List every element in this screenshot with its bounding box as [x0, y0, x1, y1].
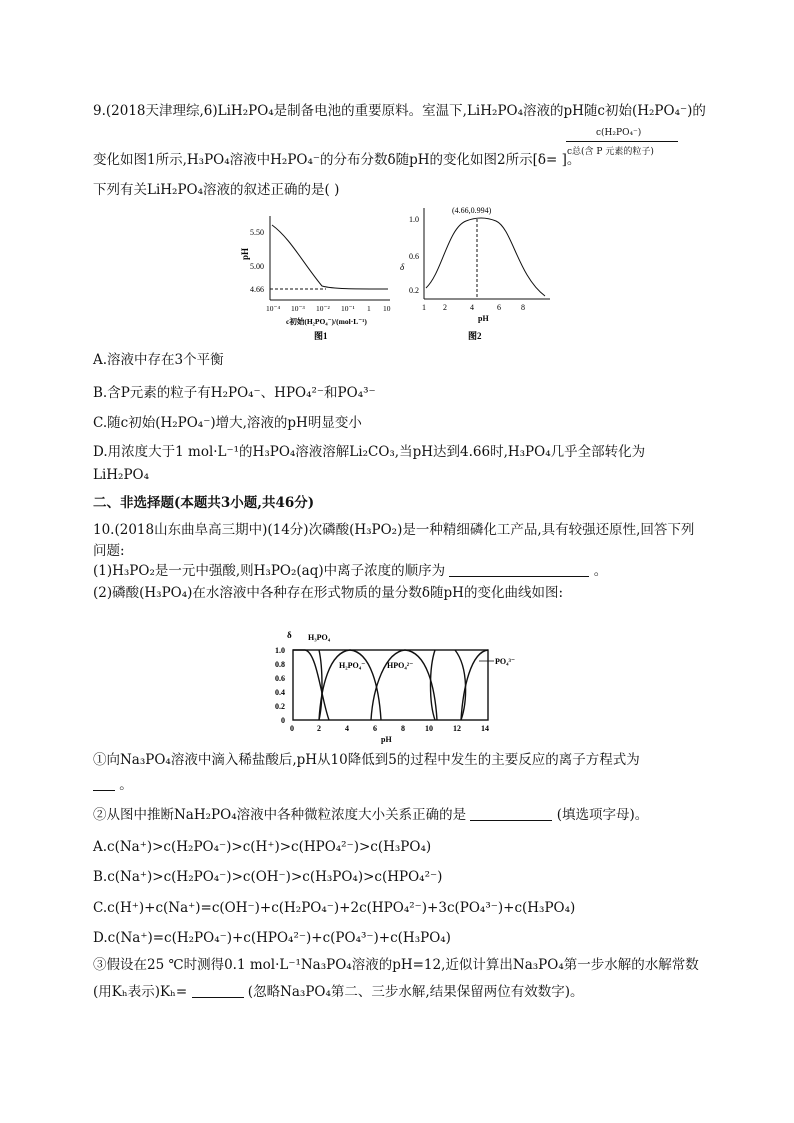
fig1-xtick: 10 — [383, 304, 391, 313]
fig3-xtick: 10 — [425, 724, 433, 733]
fig2-caption: 图2 — [468, 331, 482, 341]
fig1-xlabel: c初始(H₂PO₄⁻)/(mol·L⁻¹) — [286, 317, 367, 326]
q10-sub3-end: (忽略Na₃PO₄第二、三步水解,结果保留两位有效数字)。 — [247, 984, 584, 1000]
fig3-species-label: HPO₄²⁻ — [387, 661, 414, 670]
q10-sub2-text: ②从图中推断NaH₂PO₄溶液中各种微粒浓度大小关系正确的是 — [93, 807, 467, 823]
figure-2 — [400, 198, 560, 343]
fig3-ytick: 0.6 — [275, 674, 285, 683]
q9-line2: 变化如图1所示,H₃PO₄溶液中H₂PO₄⁻的分布分数δ随pH的变化如图2所示[δ= ]。 — [93, 152, 581, 168]
fig2-curve — [426, 218, 545, 296]
fig3-ytick: 0.2 — [275, 702, 285, 711]
figure-1 — [238, 208, 403, 343]
fig2-xtick: 1 — [422, 303, 426, 312]
q10-line1: 10.(2018山东曲阜高三期中)(14分)次磷酸(H₃PO₂)是一种精细磷化工产品,具有较强还原性,回答下列 — [93, 522, 695, 538]
q10-option-c: C.c(H⁺)+c(Na⁺)=c(OH⁻)+c(H₂PO₄⁻)+2c(HPO₄²⁻)+3c(PO₄³⁻)+c(H₃PO₄) — [93, 900, 576, 916]
q10-line2: 问题: — [93, 543, 125, 559]
fig1-xtick: 10⁻⁴ — [266, 304, 281, 313]
q10-sub3-text: (用Kₕ表示)Kₕ= — [93, 984, 188, 1000]
fig1-ytick: 4.66 — [250, 285, 264, 294]
fig3-xtick: 14 — [481, 724, 489, 733]
fig2-xtick: 6 — [497, 303, 501, 312]
fig1-ylabel: pH — [240, 247, 250, 260]
fig3-xtick: 12 — [453, 724, 461, 733]
fig3-po4-left-arc — [455, 650, 466, 720]
q10-option-b: B.c(Na⁺)>c(H₂PO₄⁻)>c(OH⁻)>c(H₃PO₄)>c(HPO₄²⁻) — [93, 869, 443, 885]
q10-option-d: D.c(Na⁺)=c(H₂PO₄⁻)+c(HPO₄²⁻)+c(PO₄³⁻)+c(H₃PO₄) — [93, 930, 451, 946]
fig2-ytick: 0.6 — [409, 252, 419, 261]
q10-option-a: A.c(Na⁺)>c(H₂PO₄⁻)>c(H⁺)>c(HPO₄²⁻)>c(H₃PO₄) — [93, 839, 432, 855]
fig2-xtick: 4 — [470, 303, 474, 312]
fig2-ylabel: δ — [400, 262, 405, 272]
answer-blank-4[interactable] — [192, 983, 244, 998]
q10-part1 — [93, 561, 607, 581]
q10-sub2-end: (填选项字母)。 — [556, 807, 649, 823]
fig1-curve — [272, 225, 388, 289]
fig3-xtick: 8 — [401, 724, 405, 733]
fig3-xlabel: pH — [381, 735, 392, 744]
q10-sub1-end: 。 — [119, 777, 133, 793]
q10-sub3-line1: ③假设在25 ℃时测得0.1 mol·L⁻¹Na₃PO₄溶液的pH=12,近似计算出Na₃PO₄第一步水解的水解常数 — [93, 957, 699, 973]
q9-option-c: C.随c初始(H₂PO₄⁻)增大,溶液的pH明显变小 — [93, 415, 362, 431]
fig3-ytick: 0 — [281, 716, 285, 725]
fig3-ytick: 1.0 — [275, 646, 285, 655]
q9-frac-bar — [566, 141, 678, 142]
fig3-ytick: 0.4 — [275, 688, 285, 697]
section-2-heading: 二、非选择题(本题共3小题,共46分) — [93, 495, 315, 511]
answer-blank-3[interactable] — [470, 806, 552, 821]
q9-frac-den: c总(含 P 元素的粒子) — [567, 147, 654, 157]
q9-line3: 下列有关LiH₂PO₄溶液的叙述正确的是( ) — [93, 182, 340, 198]
q10-sub2 — [93, 805, 648, 825]
fig3-ylabel: δ — [287, 630, 292, 640]
fig3-xtick: 0 — [290, 724, 294, 733]
fig2-xlabel: pH — [478, 314, 489, 323]
fig1-ytick: 5.00 — [250, 262, 264, 271]
fig3-xtick: 4 — [345, 724, 349, 733]
q10-part2: (2)磷酸(H₃PO₄)在水溶液中各种存在形式物质的量分数δ随pH的变化曲线如图: — [93, 585, 563, 601]
fig1-xtick: 1 — [367, 304, 371, 313]
q10-part1-text: (1)H₃PO₂是一元中强酸,则H₃PO₂(aq)中离子浓度的顺序为 — [93, 563, 446, 579]
fig1-ytick: 5.50 — [250, 228, 264, 237]
fig3-hpo4-right-arc — [431, 650, 436, 720]
q10-part1-end: 。 — [593, 563, 608, 579]
fig3-ytick: 0.8 — [275, 660, 285, 669]
fig2-ytick: 1.0 — [409, 215, 419, 224]
fig2-xtick: 2 — [443, 303, 447, 312]
q10-sub3-line2 — [93, 982, 583, 1002]
fig3-species-label: H₂PO₄⁻ — [339, 661, 366, 670]
fig3-xtick: 2 — [317, 724, 321, 733]
q10-sub1: ①向Na₃PO₄溶液中滴入稀盐酸后,pH从10降低到5的过程中发生的主要反应的离子方程式为 — [93, 752, 640, 768]
answer-blank-2[interactable] — [93, 776, 115, 791]
fig1-caption: 图1 — [314, 331, 328, 341]
answer-blank-1[interactable] — [449, 562, 589, 577]
q9-option-a: A.溶液中存在3个平衡 — [93, 352, 224, 368]
q9-option-b: B.含P元素的粒子有H₂PO₄⁻、HPO₄²⁻和PO₄³⁻ — [93, 385, 376, 401]
q9-option-d-line1: D.用浓度大于1 mol·L⁻¹的H₃PO₄溶液溶解Li₂CO₃,当pH达到4.66时,H₃PO₄几乎全部转化为 — [93, 444, 646, 460]
fig2-ytick: 0.2 — [409, 286, 419, 295]
q9-option-d-line2: LiH₂PO₄ — [93, 467, 150, 483]
fig3-species-label: H₃PO₄ — [308, 633, 331, 642]
fig1-xtick: 10⁻² — [316, 304, 330, 313]
fig2-xtick: 8 — [521, 303, 525, 312]
figure-3 — [275, 628, 520, 746]
fig3-species-label: PO₄³⁻ — [495, 657, 516, 666]
fig1-xtick: 10⁻¹ — [341, 304, 355, 313]
q9-line1: 9.(2018天津理综,6)LiH₂PO₄是制备电池的重要原料。室温下,LiH₂PO₄溶液的pH随c初始(H₂PO₄⁻)的 — [93, 103, 706, 119]
fig3-xtick: 6 — [373, 724, 377, 733]
q10-sub1-answer — [93, 775, 133, 795]
fig2-peak-label: (4.66,0.994) — [452, 206, 492, 215]
fig1-xtick: 10⁻³ — [291, 304, 305, 313]
q9-frac-num: c(H₂PO₄⁻) — [596, 128, 642, 138]
